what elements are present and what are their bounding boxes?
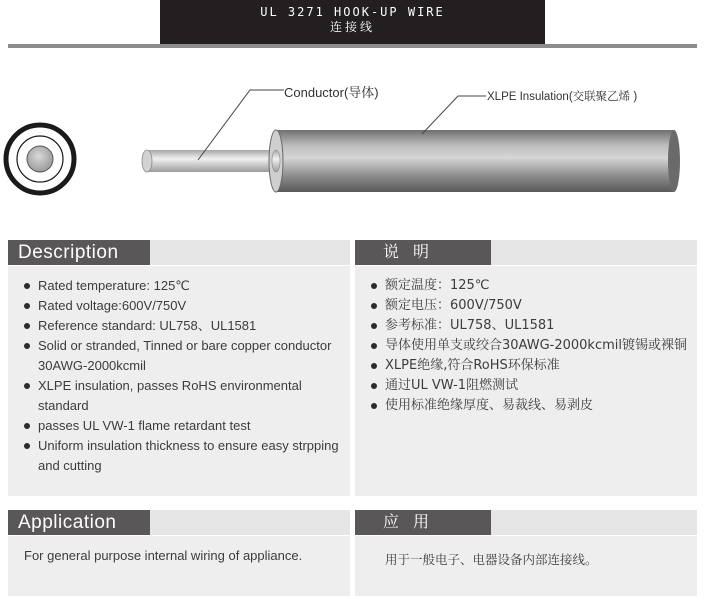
insulation-label: XLPE Insulation(交联聚乙烯 ) xyxy=(487,91,638,103)
application-body xyxy=(8,536,350,596)
conductor-shape xyxy=(146,150,282,172)
list-item: 导体使用单支或绞合30AWG-2000kcmil镀锡或裸铜 xyxy=(371,336,691,356)
application-cn-text: 用于一般电子、电器设备内部连接线。 xyxy=(385,552,598,567)
description-cn-panel xyxy=(355,240,697,496)
description-cn-body xyxy=(355,266,697,496)
application-cn-panel xyxy=(355,510,697,596)
page-title-cn: 连接线 xyxy=(329,20,375,34)
description-title: Description xyxy=(8,240,150,265)
list-item: 通过UL VW-1阻燃测试 xyxy=(371,376,691,396)
description-body xyxy=(8,266,350,496)
description-list xyxy=(24,276,344,476)
insulation-leader-line xyxy=(422,96,486,134)
description-cn-list xyxy=(371,276,691,416)
page-title: UL 3271 HOOK-UP WIRE xyxy=(260,5,445,19)
list-item: Reference standard: UL758、UL1581 xyxy=(24,316,344,336)
conductor-label: Conductor(导体) xyxy=(284,85,379,100)
page-title-box xyxy=(160,0,545,44)
application-cn-title: 应用 xyxy=(355,510,491,535)
list-item: 参考标准：UL758、UL1581 xyxy=(371,316,691,336)
list-item: XLPE insulation, passes RoHS environmental standard xyxy=(24,376,344,416)
list-item: 额定温度：125℃ xyxy=(371,276,691,296)
description-cn-title: 说明 xyxy=(355,240,491,265)
list-item: Rated temperature: 125℃ xyxy=(24,276,344,296)
application-cn-body xyxy=(355,536,697,596)
application-title: Application xyxy=(8,510,150,535)
insulation-shape xyxy=(276,130,674,192)
list-item: Rated voltage:600V/750V xyxy=(24,296,344,316)
list-item: Uniform insulation thickness to ensure easy strpping and cutting xyxy=(24,436,344,476)
list-item: passes UL VW-1 flame retardant test xyxy=(24,416,344,436)
description-panel xyxy=(8,240,350,496)
list-item: XLPE绝缘,符合RoHS环保标准 xyxy=(371,356,691,376)
list-item: 额定电压：600V/750V xyxy=(371,296,691,316)
list-item: 使用标准绝缘厚度、易裁线、易剥皮 xyxy=(371,396,691,416)
application-panel xyxy=(8,510,350,596)
header-divider xyxy=(8,44,697,48)
list-item: Solid or stranded, Tinned or bare copper conductor 30AWG-2000kcmil xyxy=(24,336,344,376)
application-text: For general purpose internal wiring of appliance. xyxy=(24,548,303,563)
